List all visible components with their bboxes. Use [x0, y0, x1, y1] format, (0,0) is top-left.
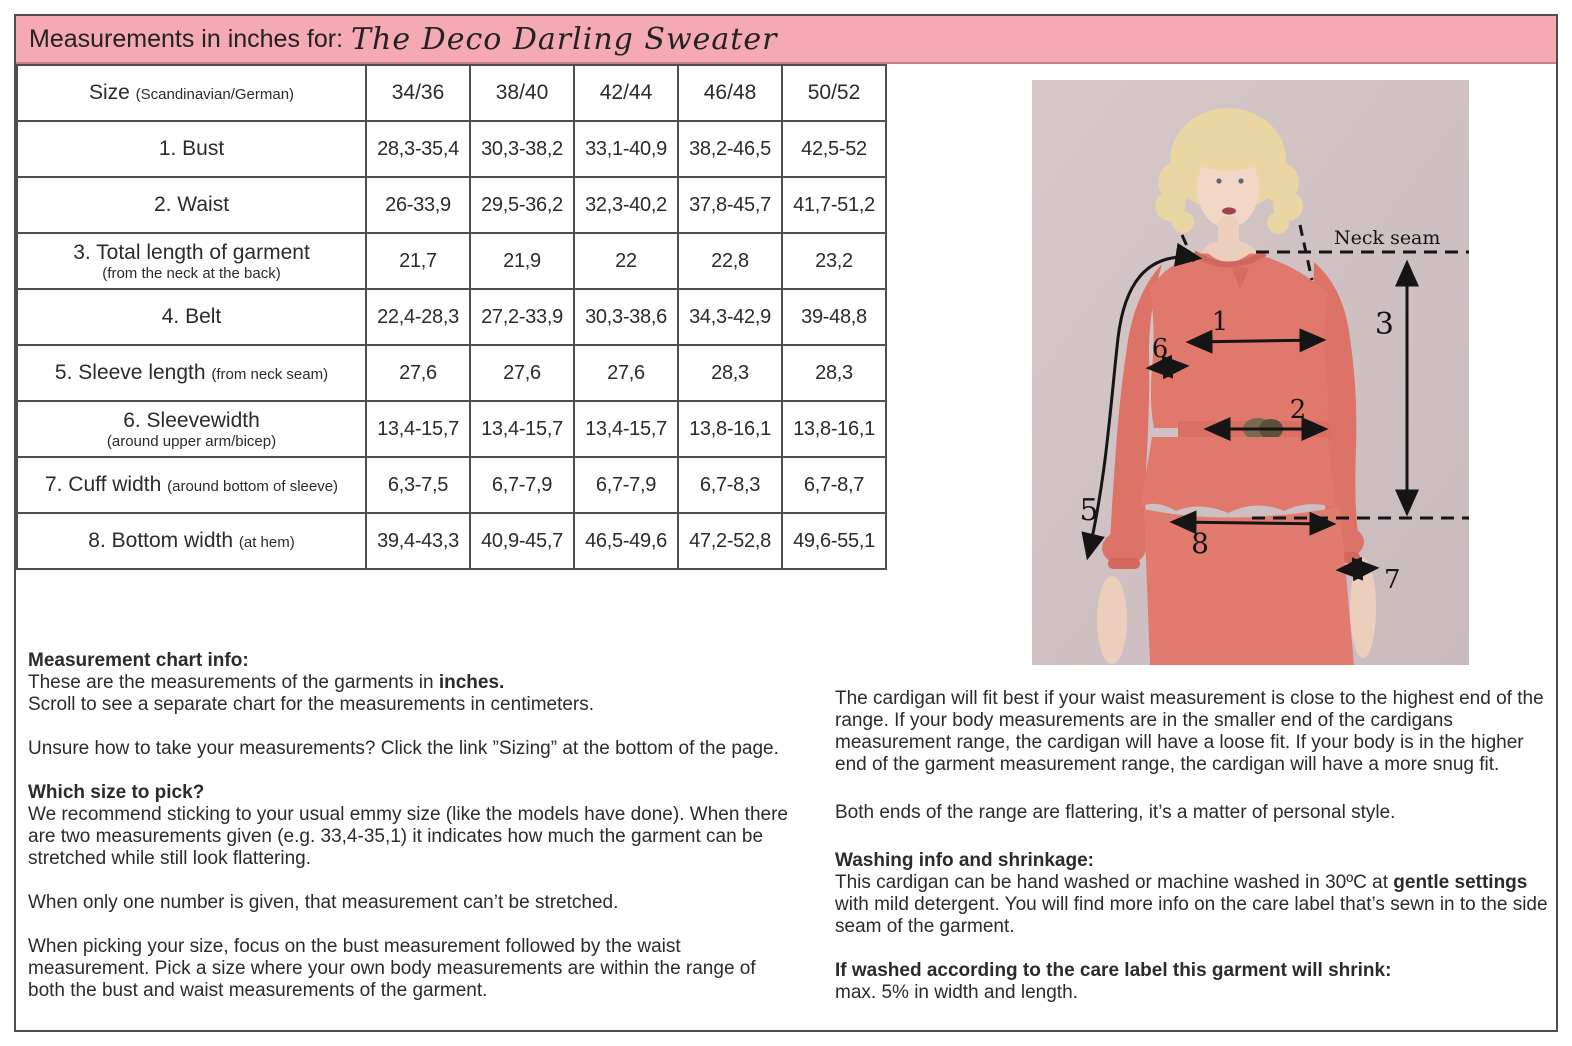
right-hand — [1350, 558, 1376, 658]
cell-bust-5: 42,5-52 — [782, 121, 886, 177]
marker-2: 2 — [1289, 395, 1307, 425]
row-label-sleevewidth: 6. Sleevewidth (around upper arm/bicep) — [17, 401, 366, 457]
table-row-bust — [17, 121, 886, 177]
cell-belt-4: 34,3-42,9 — [678, 289, 782, 345]
cell-bust-1: 28,3-35,4 — [366, 121, 470, 177]
neck-seam-label: Neck seam — [1334, 227, 1441, 249]
cuff-arrow — [1340, 568, 1375, 570]
cell-waist-3: 32,3-40,2 — [574, 177, 678, 233]
cell-belt-5: 39-48,8 — [782, 289, 886, 345]
one-number-paragraph: When only one number is given, that measurement can’t be stretched. — [28, 892, 619, 913]
cell-waist-2: 29,5-36,2 — [470, 177, 574, 233]
fit-paragraph: The cardigan will fit best if your waist measurement is close to the highest end of the range. If your body measurements are in the smaller end of the cardigans measurement range, the cardigan will have a loose fit. If your body is in the higher end of the garment measurement range, the cardigan will have a more snug fit. — [835, 688, 1544, 775]
left-eye — [1216, 178, 1221, 183]
skirt — [1144, 507, 1354, 665]
row-label-bust: 1. Bust — [17, 121, 366, 177]
cell-bust-2: 30,3-38,2 — [470, 121, 574, 177]
recommend-paragraph: We recommend sticking to your usual emmy size (like the models have done). When there are two measurements given (e.g. 33,4-35,1) it indicates how much the garment can be stretched while still look flattering. — [28, 804, 788, 869]
cell-belt-1: 22,4-28,3 — [366, 289, 470, 345]
shrink-paragraph: max. 5% in width and length. — [835, 982, 1078, 1003]
cell-length-5: 23,2 — [782, 233, 886, 289]
left-hand — [1097, 576, 1127, 664]
table-row-waist — [17, 177, 886, 233]
header-prefix: Measurements in inches for: — [29, 24, 344, 53]
sizing-link-paragraph: Unsure how to take your measurements? Click the link ”Sizing” at the bottom of the page. — [28, 738, 779, 759]
measurement-chart-info-heading: Measurement chart info: — [28, 650, 249, 671]
row-label-cuff: 7. Cuff width (around bottom of sleeve) — [17, 457, 366, 513]
cell-length-4: 22,8 — [678, 233, 782, 289]
row-note-sleeve-length: (from neck seam) — [211, 366, 329, 383]
cell-cuff-1: 6,3-7,5 — [366, 457, 470, 513]
cell-sleevelen-3: 27,6 — [574, 345, 678, 401]
row-label-bottom-width: 8. Bottom width (at hem) — [17, 513, 366, 569]
table-header-row — [17, 65, 886, 121]
cell-length-3: 22 — [574, 233, 678, 289]
cell-sleevew-4: 13,8-16,1 — [678, 401, 782, 457]
cell-sleevew-1: 13,4-15,7 — [366, 401, 470, 457]
cell-sleevew-2: 13,4-15,7 — [470, 401, 574, 457]
cell-bottom-4: 47,2-52,8 — [678, 513, 782, 569]
size-col-50-52: 50/52 — [782, 65, 886, 121]
cell-cuff-4: 6,7-8,3 — [678, 457, 782, 513]
size-col-46-48: 46/48 — [678, 65, 782, 121]
marker-8: 8 — [1191, 527, 1209, 560]
row-label-waist: 2. Waist — [17, 177, 366, 233]
cell-waist-5: 41,7-51,2 — [782, 177, 886, 233]
cell-bottom-1: 39,4-43,3 — [366, 513, 470, 569]
cell-sleevelen-1: 27,6 — [366, 345, 470, 401]
cell-sleevelen-5: 28,3 — [782, 345, 886, 401]
row-note-bottom-width: (at hem) — [238, 534, 295, 551]
cell-bottom-2: 40,9-45,7 — [470, 513, 574, 569]
sleevewidth-arrow — [1150, 366, 1185, 368]
cell-bottom-5: 49,6-55,1 — [782, 513, 886, 569]
header-banner — [16, 16, 1556, 64]
marker-1: 1 — [1211, 307, 1229, 337]
table-row-sleeve-length — [17, 345, 886, 401]
cell-waist-1: 26-33,9 — [366, 177, 470, 233]
cell-belt-2: 27,2-33,9 — [470, 289, 574, 345]
hair-fringe — [1183, 117, 1273, 171]
cell-waist-4: 37,8-45,7 — [678, 177, 782, 233]
cell-bottom-3: 46,5-49,6 — [574, 513, 678, 569]
marker-3: 3 — [1374, 307, 1394, 342]
bottom-width-arrow — [1174, 522, 1332, 524]
measurements-table — [16, 64, 887, 570]
row-note-cuff: (around bottom of sleeve) — [167, 478, 339, 495]
flattering-paragraph: Both ends of the range are flattering, it’s a matter of personal style. — [835, 802, 1396, 823]
table-row-cuff — [17, 457, 886, 513]
row-label-sleeve-length: 5. Sleeve length (from neck seam) — [17, 345, 366, 401]
cell-length-2: 21,9 — [470, 233, 574, 289]
page-frame — [14, 14, 1558, 1032]
size-label: Size — [88, 81, 130, 104]
size-col-38-40: 38/40 — [470, 65, 574, 121]
table-row-belt — [17, 289, 886, 345]
right-eye — [1238, 178, 1243, 183]
row-note-sleevewidth: (around upper arm/bicep) — [106, 432, 277, 450]
cell-cuff-3: 6,7-7,9 — [574, 457, 678, 513]
cell-length-1: 21,7 — [366, 233, 470, 289]
size-header-cell — [17, 65, 366, 121]
row-label-total-length: 3. Total length of garment (from the neck at the back) — [17, 233, 366, 289]
table-row-total-length — [17, 233, 886, 289]
marker-7: 7 — [1384, 565, 1401, 595]
table-row-bottom-width — [17, 513, 886, 569]
cell-sleevew-5: 13,8-16,1 — [782, 401, 886, 457]
row-note-total-length: (from the neck at the back) — [102, 264, 281, 282]
inches-paragraph: These are the measurements of the garments in inches. Scroll to see a separate chart for the measurements in centimeters. — [28, 672, 595, 715]
measurement-info-column — [28, 650, 794, 1024]
marker-6: 6 — [1151, 334, 1169, 364]
bust-arrow — [1190, 340, 1322, 342]
fit-and-washing-column — [835, 688, 1551, 1026]
shrink-heading: If washed according to the care label this garment will shrink: — [835, 960, 1392, 981]
marker-5: 5 — [1079, 493, 1099, 528]
cell-bust-3: 33,1-40,9 — [574, 121, 678, 177]
cell-sleevelen-2: 27,6 — [470, 345, 574, 401]
cell-cuff-5: 6,7-8,7 — [782, 457, 886, 513]
size-label-note: (Scandinavian/German) — [135, 86, 295, 103]
picking-size-paragraph: When picking your size, focus on the bust measurement followed by the waist measurement. Pick a size where your own body measurements are within the range of both the bust and waist measurements of the garment. — [28, 936, 756, 1001]
cell-cuff-2: 6,7-7,9 — [470, 457, 574, 513]
cell-bust-4: 38,2-46,5 — [678, 121, 782, 177]
model-photo — [1032, 80, 1469, 665]
table-row-sleevewidth — [17, 401, 886, 457]
centimeters-line: Scroll to see a separate chart for the measurements in centimeters. — [28, 694, 595, 715]
cell-sleevelen-4: 28,3 — [678, 345, 782, 401]
size-col-34-36: 34/36 — [366, 65, 470, 121]
which-size-heading: Which size to pick? — [28, 782, 205, 803]
peplum — [1140, 437, 1336, 513]
row-label-belt: 4. Belt — [17, 289, 366, 345]
cell-belt-3: 30,3-38,6 — [574, 289, 678, 345]
cell-sleevew-3: 13,4-15,7 — [574, 401, 678, 457]
washing-paragraph: This cardigan can be hand washed or machine washed in 30ºC at gentle settings with mild detergent. You will find more info on the care label that’s sewn in to the side seam of the garment. — [835, 872, 1548, 937]
size-col-42-44: 42/44 — [574, 65, 678, 121]
product-title: The Deco Darling Sweater — [351, 21, 778, 57]
washing-info-heading: Washing info and shrinkage: — [835, 850, 1094, 871]
lips — [1222, 207, 1236, 214]
